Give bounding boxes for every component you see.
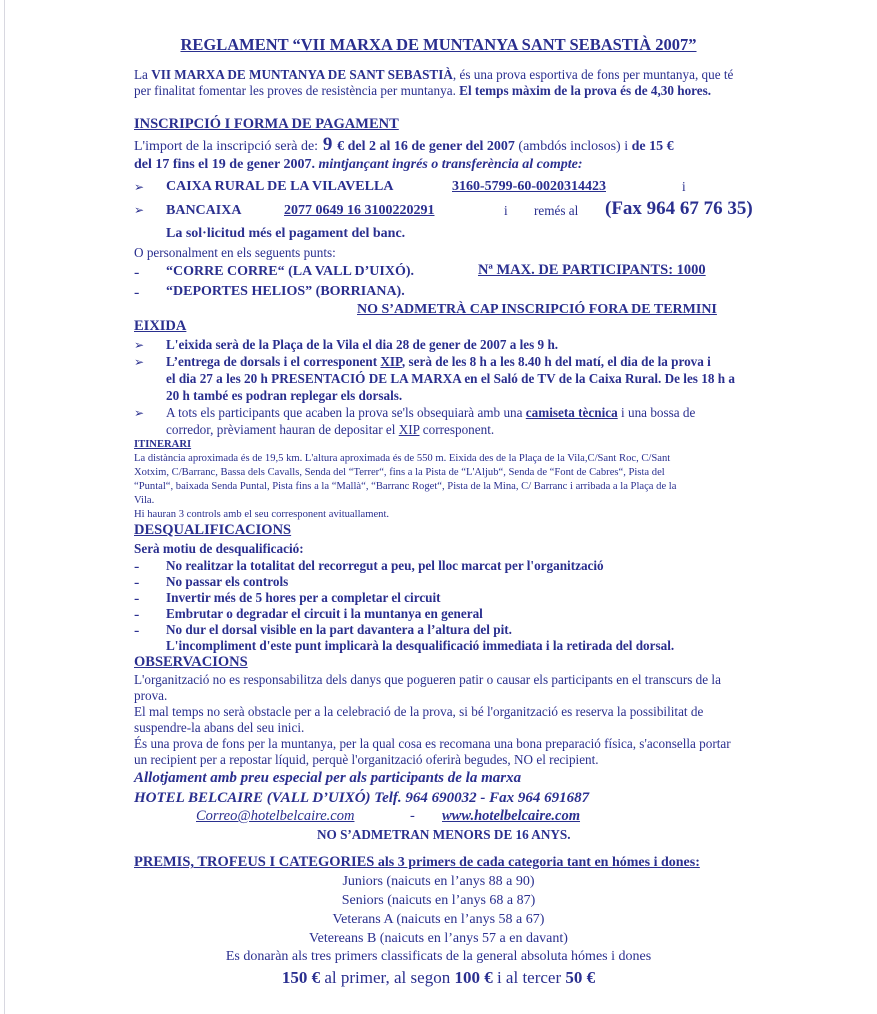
dash-bullet: -: [134, 284, 140, 301]
intro-line-2: [134, 83, 711, 98]
eixida-dorsals-1: [166, 354, 711, 369]
bank1-account: 3160-5799-60-0020314423: [452, 179, 606, 194]
itinerari-line-4: Vila.: [134, 495, 155, 506]
obs-line-4: suspendre-la abans del seu inici.: [134, 720, 305, 735]
dash-bullet: -: [134, 590, 140, 607]
arrow-bullet-icon: ➢: [134, 180, 145, 194]
no-late-inscription: NO S’ADMETRÀ CAP INSCRIPCIÓ FORA DE TERMINI: [357, 302, 717, 317]
obs-line-3: El mal temps no serà obstacle per a la celebració de la prova, si bé l'organització es reserva la possibilitat de: [134, 704, 704, 719]
dorsals-text: L’entrega de dorsals i el corresponent: [166, 354, 381, 369]
arrow-bullet-icon: ➢: [134, 338, 145, 352]
hotel-link-separator: -: [410, 808, 415, 824]
desq-item: No dur el dorsal visible en la part davantera a l’altura del pit.: [166, 622, 512, 637]
obs-line-2: prova.: [134, 688, 168, 703]
itinerari-line-1: La distància aproximada és de 19,5 km. L'altura aproximada és de 550 m. Eixida des de la Plaça de la Vila,C/Sant Roc, C/Sant: [134, 453, 671, 464]
eixida-camiseta-1: [166, 405, 695, 420]
camiseta-text: A tots els participants que acaben la prova se'ls obsequiarà amb una: [166, 405, 526, 420]
hotel-offer: Allotjament amb preu especial per als participants de la marxa: [134, 770, 522, 786]
intro-line-1: [134, 67, 733, 82]
desq-note: L'incompliment d'este punt implicarà la desqualificació immediata i la retirada del dorsal.: [166, 638, 675, 653]
obs-line-1: L'organització no es responsabilitza dels danys que pogueren patir o causar els participants en el transcurs de la: [134, 672, 721, 687]
itinerari-line-3: “Puntal“, baixada Senda Puntal, Pista fins a la “Mallà“, “Barranc Roget“, Pista de la Mina, C/ Barranc i arribada a la Plaça de la: [134, 481, 677, 492]
xip-term: XIP: [398, 422, 420, 437]
prize-text: al primer, al segon: [320, 968, 455, 987]
dash-bullet: -: [134, 622, 140, 639]
dash-bullet: -: [134, 264, 140, 281]
category-veterans-b: Vetereans B (naicuts en l’anys 57 a en davant): [309, 931, 568, 946]
hotel-contact: HOTEL BELCAIRE (VALL D’UIXÓ) Telf. 964 690032 - Fax 964 691687: [134, 790, 590, 806]
price-period: € del 2 al 16 de gener del 2007: [337, 139, 515, 154]
max-participants: Nª MAX. DE PARTICIPANTS: 1000: [478, 262, 706, 278]
prize-third: 50 €: [565, 968, 596, 987]
prize-first: 150 €: [281, 968, 321, 987]
itinerari-line-5: Hi hauran 3 controls amb el seu corresponent avituallament.: [134, 509, 390, 520]
point-deportes-helios: “DEPORTES HELIOS” (BORRIANA).: [166, 284, 405, 299]
dorsals-text: , serà de les 8 h a les 8.40 h del matí, el dia de la prova i: [401, 354, 711, 369]
bank2-separator: i: [504, 203, 508, 218]
desq-intro: Serà motiu de desqualificació:: [134, 541, 304, 556]
price-text: L'import de la inscripció serà de:: [134, 139, 319, 154]
eixida-dorsals-3: 20 h també es podran replegar els dorsals.: [166, 388, 403, 403]
late-period: del 17 fins el 19 de gener 2007.: [134, 157, 315, 172]
intro-text: , és una prova esportiva de fons per muntanya, que té: [452, 67, 734, 82]
point-corre-corre: “CORRE CORRE“ (LA VALL D’UIXÓ).: [166, 264, 415, 279]
eixida-dorsals-2: el dia 27 a les 20 h PRESENTACIÓ DE LA MARXA en el Saló de TV de la Caixa Rural. De les 18 h a: [166, 371, 735, 386]
premis-heading: PREMIS, TROFEUS I CATEGORIES: [134, 854, 375, 870]
bank1-name: CAIXA RURAL DE LA VILAVELLA: [166, 179, 394, 194]
camiseta-text: corredor, prèviament hauran de depositar el: [166, 422, 399, 437]
arrow-bullet-icon: ➢: [134, 355, 145, 369]
intro-event-name: VII MARXA DE MUNTANYA DE SANT SEBASTIÀ: [151, 67, 453, 82]
intro-text: per finalitat fomentar les proves de resistència per muntanya.: [134, 83, 460, 98]
xip-term: XIP: [380, 354, 402, 369]
premis-heading-line: [134, 855, 700, 870]
desq-item: No realitzar la totalitat del recorregut a peu, pel lloc marcat per l'organització: [166, 558, 604, 573]
inscripcio-account-line: [134, 157, 583, 172]
obs-line-6: un recipient per a repostar líquid, perquè l'organització oferirà begudes, NO el recipient.: [134, 752, 599, 767]
intro-max-time: El temps màxim de la prova és de 4,30 hores.: [459, 83, 712, 98]
personal-points-intro: O personalment en els seguents punts:: [134, 245, 336, 260]
price-late: de 15 €: [631, 139, 674, 154]
eixida-start: L'eixida serà de la Plaça de la Vila el dia 28 de gener de 2007 a les 9 h.: [166, 337, 559, 352]
category-veterans-a: Veterans A (naicuts en l’anys 58 a 67): [332, 912, 545, 927]
itinerari-heading: ITINERARI: [134, 439, 192, 450]
inscripcio-heading: INSCRIPCIÓ I FORMA DE PAGAMENT: [134, 116, 399, 132]
obs-heading: OBSERVACIONS: [134, 654, 248, 670]
bank2-account: 2077 0649 16 3100220291: [284, 203, 435, 218]
desq-item: Embrutar o degradar el circuit i la muntanya en general: [166, 606, 483, 621]
camiseta-tecnica: camiseta tècnica: [525, 405, 618, 420]
obs-line-5: És una prova de fons per la muntanya, per la qual cosa es recomana una bona preparació física, s'aconsella portar: [134, 736, 731, 751]
prize-text: i al tercer: [492, 968, 566, 987]
arrow-bullet-icon: ➢: [134, 406, 145, 420]
bank1-separator: i: [682, 179, 686, 194]
dash-bullet: -: [134, 574, 140, 591]
category-juniors: Juniors (naicuts en l’anys 88 a 90): [342, 874, 535, 889]
dash-bullet: -: [134, 558, 140, 575]
price-text: (ambdós inclosos) i: [514, 139, 632, 154]
eixida-heading: EIXIDA: [134, 318, 187, 334]
document-title: REGLAMENT “VII MARXA DE MUNTANYA SANT SEBASTIÀ 2007”: [180, 35, 697, 54]
desq-item: No passar els controls: [166, 574, 289, 589]
hotel-web-link[interactable]: www.hotelbelcaire.com: [442, 808, 581, 824]
itinerari-line-2: Xotxim, C/Barranc, Bassa dels Cavalls, Senda del “Terrer“, fins a la Pista de “L'Aljub“, Senda de “Font de Cabres“, Pista del: [134, 467, 665, 478]
hotel-email-link[interactable]: Correo@hotelbelcaire.com: [196, 808, 355, 824]
inscripcio-note: La sol·licitud més el pagament del banc.: [166, 226, 406, 241]
bank2-send-text: remés al: [534, 203, 579, 218]
minors-note: NO S’ADMETRAN MENORS DE 16 ANYS.: [317, 827, 571, 842]
desq-item: Invertir més de 5 hores per a completar el circuit: [166, 590, 441, 605]
transfer-text: mintjançant ingrés o transferència al compte:: [314, 157, 583, 172]
category-seniors: Seniors (naicuts en l’anys 68 a 87): [341, 893, 536, 908]
fax-number: (Fax 964 67 76 35): [605, 198, 753, 219]
camiseta-text: corresponent.: [419, 422, 495, 437]
premis-subheading: als 3 primers de cada categoria tant en hómes i dones:: [374, 855, 700, 870]
camiseta-text: i una bossa de: [617, 405, 696, 420]
scan-edge: [4, 0, 5, 1014]
arrow-bullet-icon: ➢: [134, 203, 145, 217]
premis-general: Es donaràn als tres primers classificats de la general absoluta hómes i dones: [225, 949, 652, 964]
intro-text: La: [134, 67, 152, 82]
inscripcio-price-line: [134, 134, 674, 155]
desq-heading: DESQUALIFICACIONS: [134, 522, 292, 538]
prize-second: 100 €: [454, 968, 493, 987]
price-value: 9: [318, 134, 338, 155]
bank2-name: BANCAIXA: [166, 203, 242, 218]
prize-amounts: [0, 967, 877, 988]
dash-bullet: -: [134, 606, 140, 623]
eixida-camiseta-2: [166, 422, 494, 437]
